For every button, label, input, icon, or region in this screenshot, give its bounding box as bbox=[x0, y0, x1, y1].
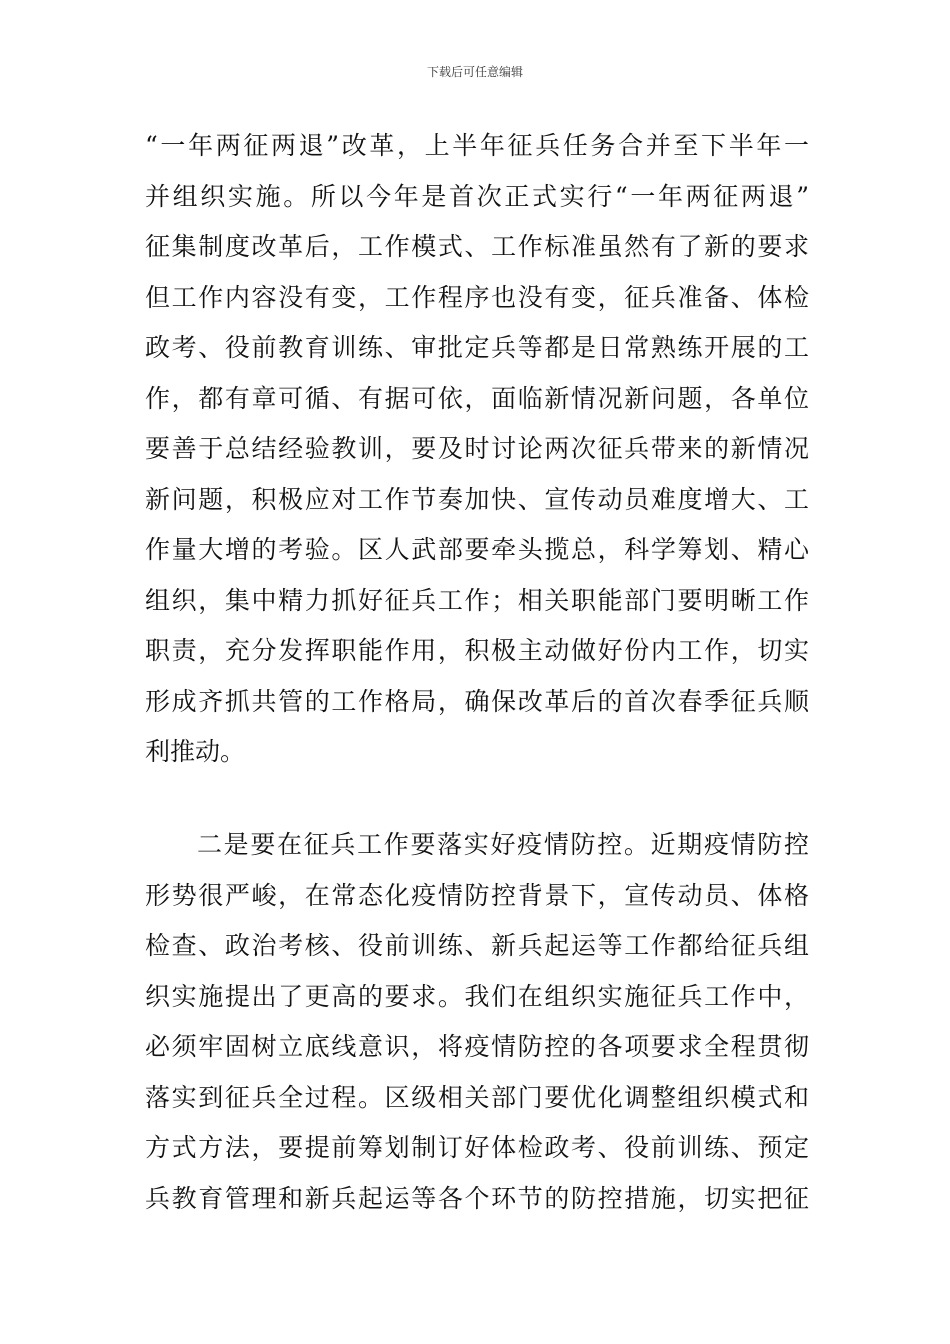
paragraph-1 bbox=[145, 121, 809, 778]
text-line: 检查、政治考核、役前训练、新兵起运等工作都给征兵组 bbox=[145, 931, 809, 960]
text-line: 二是要在征兵工作要落实好疫情防控。近期疫情防控 bbox=[197, 830, 809, 859]
text-line: 但工作内容没有变，工作程序也没有变，征兵准备、体检 bbox=[145, 282, 809, 312]
text-line: “一年两征两退”改革，上半年征兵任务合并至下半年一 bbox=[145, 131, 809, 160]
text-line: 落实到征兵全过程。区级相关部门要优化调整组织模式和 bbox=[145, 1082, 809, 1112]
text-line: 方式方法，要提前筹划制订好体检政考、役前训练、预定 bbox=[145, 1133, 809, 1162]
text-line: 并组织实施。所以今年是首次正式实行“一年两征两退” bbox=[145, 181, 809, 211]
text-line: 要善于总结经验教训，要及时讨论两次征兵带来的新情况 bbox=[145, 434, 809, 463]
text-line: 政考、役前教育训练、审批定兵等都是日常熟练开展的工 bbox=[145, 333, 809, 362]
text-line: 职责，充分发挥职能作用，积极主动做好份内工作，切实 bbox=[145, 636, 809, 665]
text-line: 织实施提出了更高的要求。我们在组织实施征兵工作中， bbox=[145, 981, 809, 1011]
text-line: 作，都有章可循、有据可依，面临新情况新问题，各单位 bbox=[145, 383, 809, 413]
text-line: 利推动。 bbox=[145, 737, 246, 766]
text-line: 兵教育管理和新兵起运等各个环节的防控措施，切实把征 bbox=[145, 1183, 809, 1213]
page-header: 下载后可任意编辑 bbox=[426, 65, 523, 79]
paragraph-2 bbox=[145, 820, 809, 1224]
text-line: 征集制度改革后，工作模式、工作标准虽然有了新的要求 bbox=[145, 232, 809, 261]
text-line: 形成齐抓共管的工作格局，确保改革后的首次春季征兵顺 bbox=[145, 686, 809, 716]
text-line: 新问题，积极应对工作节奏加快、宣传动员难度增大、工 bbox=[145, 484, 809, 514]
text-line: 必须牢固树立底线意识，将疫情防控的各项要求全程贯彻 bbox=[145, 1032, 809, 1061]
text-line: 形势很严峻，在常态化疫情防控背景下，宣传动员、体格 bbox=[145, 880, 809, 910]
text-line: 作量大增的考验。区人武部要牵头揽总，科学筹划、精心 bbox=[145, 535, 809, 564]
text-line: 组织，集中精力抓好征兵工作；相关职能部门要明晰工作 bbox=[145, 585, 809, 615]
